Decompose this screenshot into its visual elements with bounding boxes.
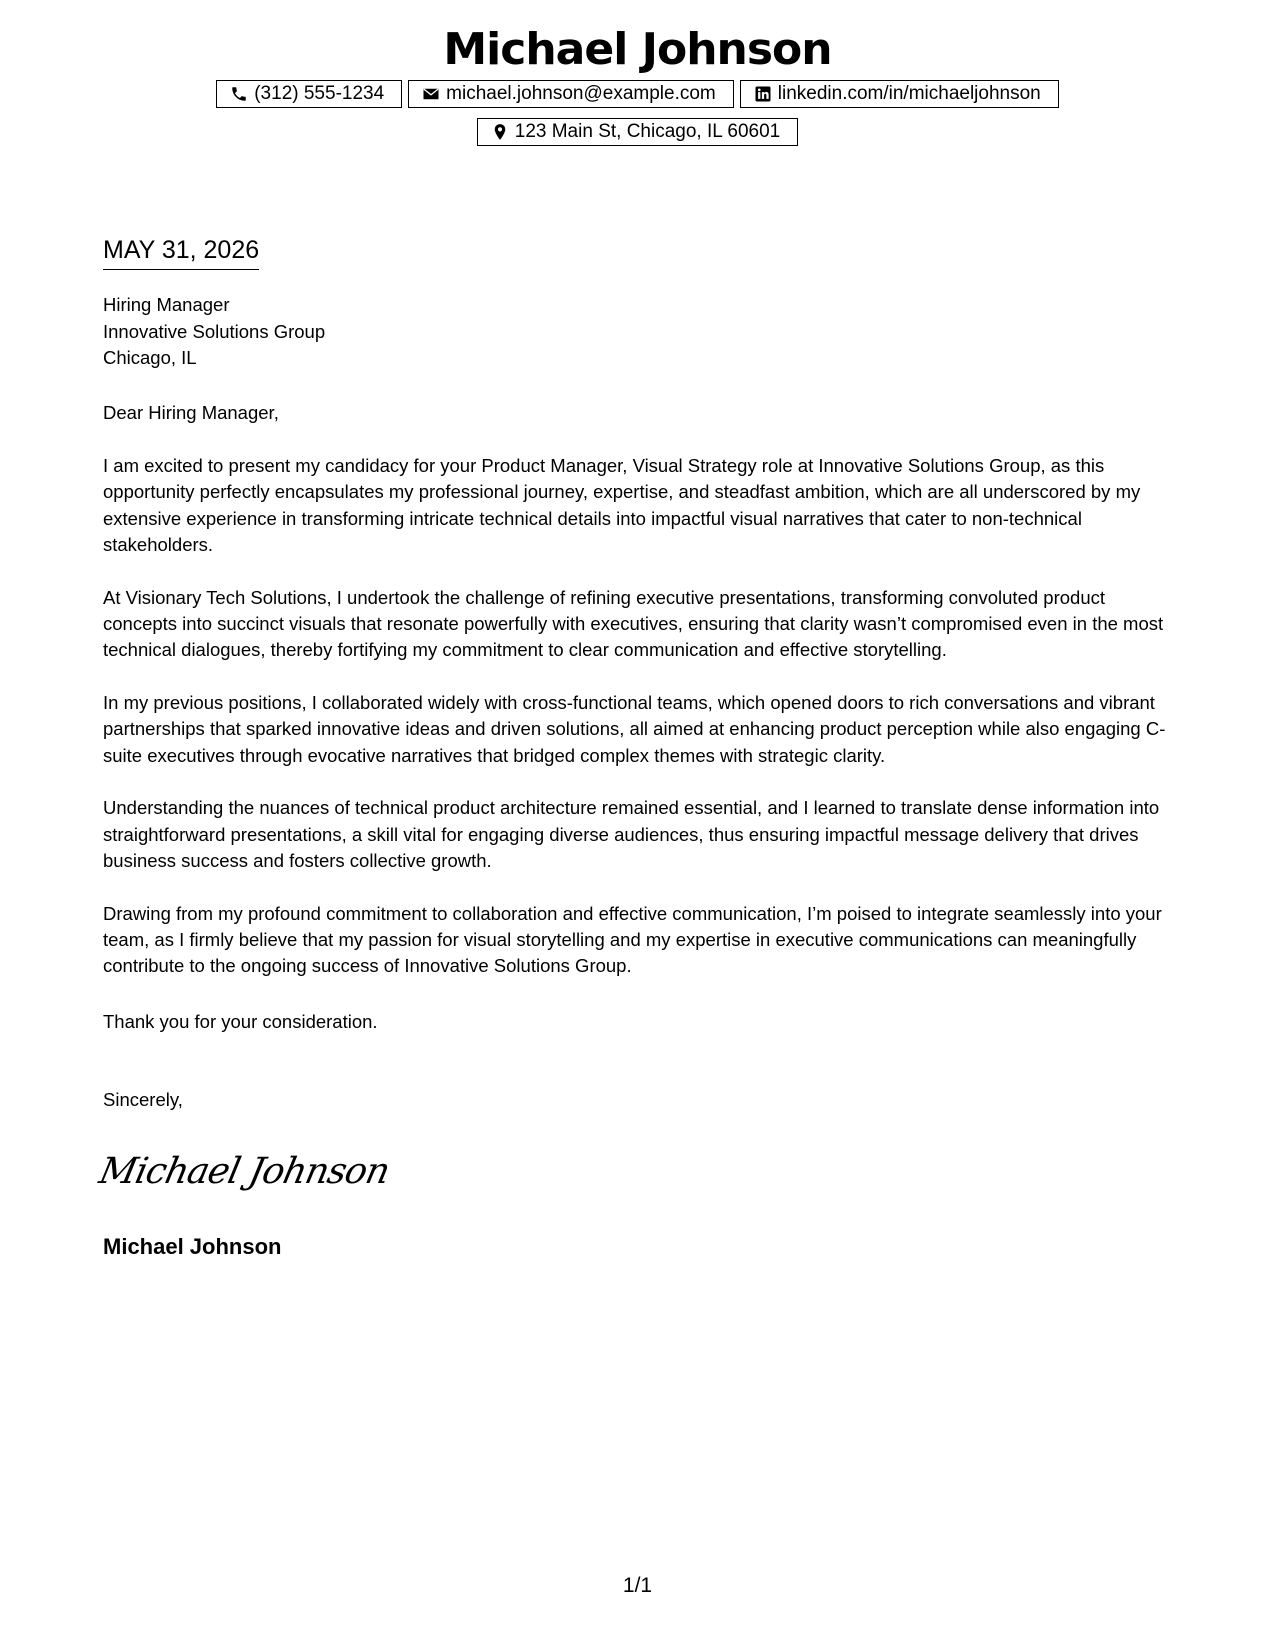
linkedin-contact (740, 80, 1059, 108)
page-number: 1/1 (622, 1574, 653, 1597)
envelope-icon (422, 85, 440, 103)
linkedin-url: linkedin.com/in/michaeljohnson (777, 83, 1041, 104)
phone-contact (216, 80, 402, 108)
body-paragraph: At Visionary Tech Solutions, I undertook the challenge of refining executive presentations, transforming convoluted product concepts into succinct visuals that resonate powerfully with executives, ensuring that clarity wasn’t compromised even in the most technical dialogues, thereby fortifying my commitment to clear communication and effective storytelling. (103, 586, 1164, 661)
body-paragraph: I am excited to present my candidacy for your Product Manager, Visual Strategy role at Innovative Solutions Group, as this opportunity perfectly encapsulates my professional journey, expertise, and steadfast ambition, which are all underscored by my extensive experience in transforming intricate technical details into impactful visual narratives that cater to non-technical stakeholders. (103, 455, 1141, 555)
letter-body (103, 453, 1175, 1006)
applicant-name-heading: Michael Johnson (443, 24, 832, 75)
contact-row-secondary (0, 118, 1275, 146)
contact-row-primary (0, 80, 1275, 108)
body-paragraph: In my previous positions, I collaborated widely with cross-functional teams, which opened doors to rich conversations and vibrant partnerships that sparked innovative ideas and driven solutions, all aimed at enhancing product perception while also engaging C-suite executives through evocative narratives that bridged complex themes with strategic clarity. (103, 692, 1166, 766)
recipient-company: Innovative Solutions Group (103, 320, 326, 342)
email-address: michael.johnson@example.com (446, 83, 716, 104)
signature-image (95, 1142, 393, 1202)
linkedin-icon (754, 85, 772, 103)
signature-script: Michael Johnson (95, 1151, 393, 1192)
map-pin-icon (491, 123, 509, 141)
recipient-title: Hiring Manager (103, 294, 230, 315)
street-address: 123 Main St, Chicago, IL 60601 (514, 121, 781, 142)
phone-number: (312) 555-1234 (254, 83, 385, 104)
letter-date: MAY 31, 2026 (103, 234, 259, 270)
phone-icon (230, 85, 248, 103)
closing-salutation: Sincerely, (103, 1089, 183, 1110)
body-paragraph: Understanding the nuances of technical product architecture remained essential, and I learned to translate dense information into straightforward presentations, a skill vital for engaging diverse audiences, thus ensuring impactful message delivery that drives business success and fosters collective growth. (103, 797, 1160, 872)
email-contact (408, 80, 734, 108)
body-paragraph: Drawing from my profound commitment to collaboration and effective communication, I’m poised to integrate seamlessly into your team, as I firmly believe that my passion for visual storytelling and my expertise in executive communications can meaningfully contribute to the ongoing success of Innovative Solutions Group. (103, 902, 1162, 977)
recipient-location: Chicago, IL (103, 347, 197, 368)
printed-name: Michael Johnson (103, 1234, 282, 1259)
recipient-block (103, 292, 325, 372)
salutation: Dear Hiring Manager, (103, 402, 279, 423)
closing-thanks: Thank you for your consideration. (103, 1011, 378, 1032)
address-contact (477, 118, 798, 146)
